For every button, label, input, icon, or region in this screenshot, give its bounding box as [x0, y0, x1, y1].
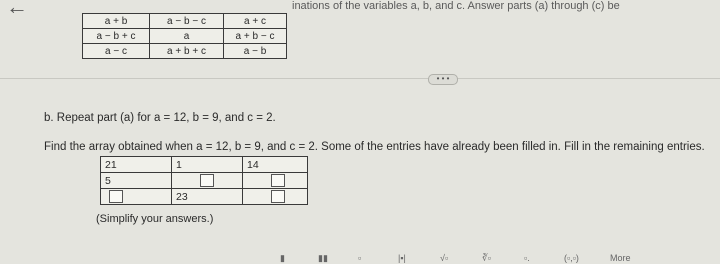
table-cell: a + b [83, 14, 150, 29]
table-cell: a + b + c [150, 44, 224, 59]
table-cell: a − b − c [150, 14, 224, 29]
fraction-icon[interactable]: ▮ [280, 253, 285, 263]
exponent-icon[interactable]: ▫ [358, 253, 362, 263]
answer-input[interactable] [200, 174, 214, 187]
instructions-text: inations of the variables a, b, and c. Answer parts (a) through (c) be [292, 0, 620, 12]
table-row [101, 173, 308, 189]
question-text: Find the array obtained when a = 12, b = 9, and c = 2. Some of the entries have already been filled in. Fill in the remaining entries. [44, 141, 705, 153]
mixed-number-icon[interactable]: ▮▮ [318, 253, 328, 263]
filled-cell: 21 [101, 157, 172, 173]
answer-input[interactable] [109, 190, 123, 203]
table-cell: a − c [83, 44, 150, 59]
table-row [83, 44, 287, 59]
filled-cell: 1 [172, 157, 243, 173]
filled-cell: 14 [243, 157, 308, 173]
table-cell: a [150, 29, 224, 44]
expand-more-button[interactable]: • • • [428, 74, 458, 85]
more-tools-button[interactable]: More [610, 253, 631, 263]
answer-cell [101, 189, 172, 205]
filled-cell: 23 [172, 189, 243, 205]
answer-cell [243, 189, 308, 205]
answer-cell [243, 173, 308, 189]
math-toolbar [272, 253, 712, 263]
table-cell: a − b [224, 44, 287, 59]
decimal-icon[interactable]: ▫. [524, 253, 530, 263]
table-cell: a + c [224, 14, 287, 29]
back-arrow-icon[interactable]: ← [6, 0, 28, 19]
table-cell: a − b + c [83, 29, 150, 44]
answer-input[interactable] [271, 190, 285, 203]
cube-root-icon[interactable]: ∛▫ [482, 253, 491, 263]
table-cell: a + b − c [224, 29, 287, 44]
table-row [101, 157, 308, 173]
table-row [83, 14, 287, 29]
answer-input[interactable] [271, 174, 285, 187]
filled-cell: 5 [101, 173, 172, 189]
answer-cell [172, 173, 243, 189]
table-row [101, 189, 308, 205]
answer-table [100, 156, 308, 205]
table-row [83, 29, 287, 44]
section-divider [0, 78, 720, 79]
simplify-note: (Simplify your answers.) [96, 213, 214, 225]
part-b-heading: b. Repeat part (a) for a = 12, b = 9, and c = 2. [44, 112, 276, 124]
square-root-icon[interactable]: √▫ [440, 253, 449, 263]
expression-table [82, 13, 287, 59]
ordered-pair-icon[interactable]: (▫,▫) [564, 253, 579, 263]
absolute-value-icon[interactable]: |▪| [398, 253, 406, 263]
